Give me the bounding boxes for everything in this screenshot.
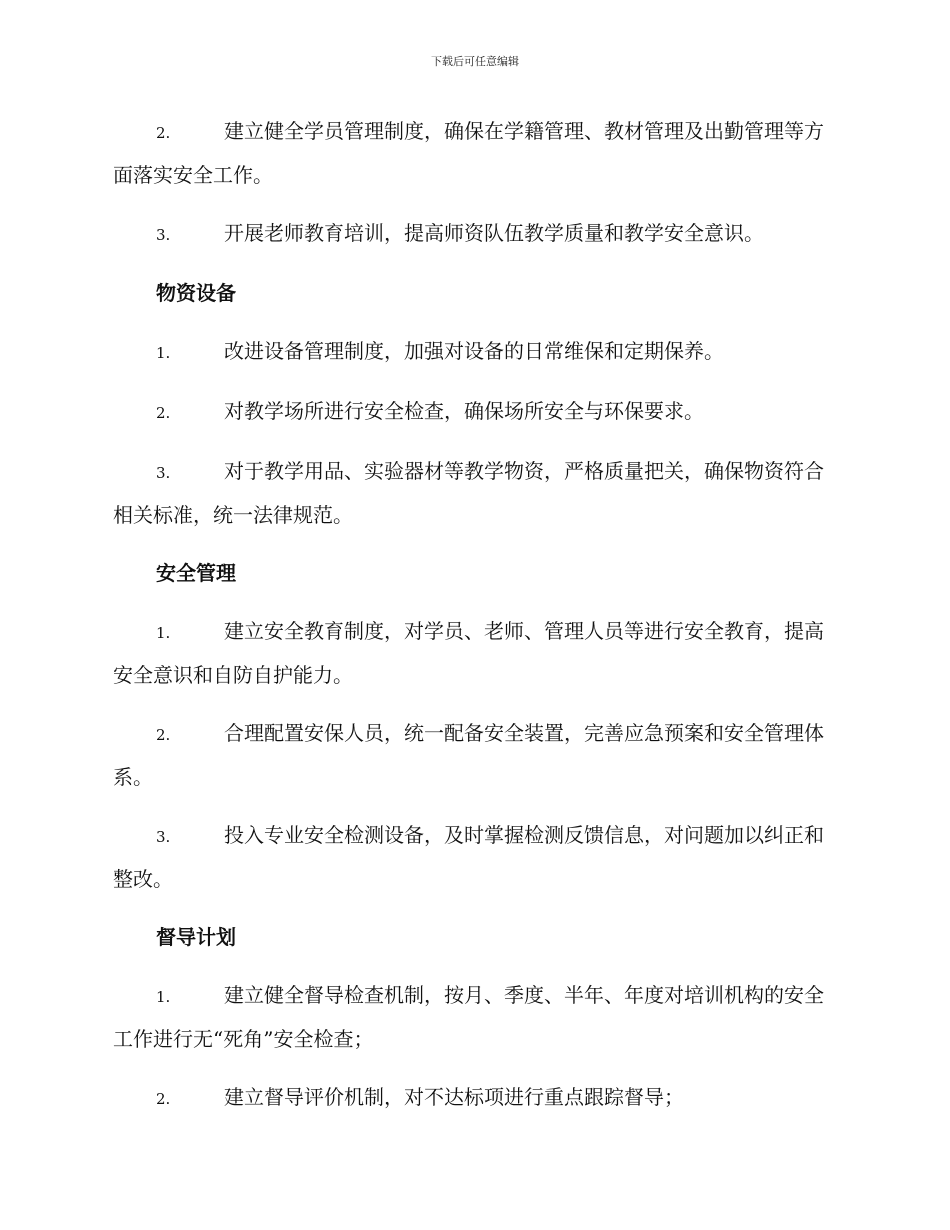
list-item (113, 712, 835, 798)
section-heading-supervision: 督导计划 (156, 925, 236, 949)
item-text: 建立督导评价机制，对不达标项进行重点跟踪督导； (224, 1085, 684, 1109)
list-item (113, 814, 835, 900)
item-number: 2. (156, 1090, 171, 1108)
section-heading-materials: 物资设备 (156, 281, 236, 305)
item-text: 开展老师教育培训，提高师资队伍教学质量和教学安全意识。 (224, 221, 764, 245)
list-item (113, 110, 835, 196)
item-number: 3. (156, 464, 171, 482)
item-text: 对教学场所进行安全检查，确保场所安全与环保要求。 (224, 399, 704, 423)
list-item (113, 212, 835, 256)
section-heading-safety: 安全管理 (156, 561, 236, 585)
list-item (113, 1076, 835, 1120)
item-number: 3. (156, 828, 171, 846)
list-item (113, 974, 835, 1060)
list-item (113, 450, 835, 536)
item-number: 1. (156, 624, 171, 642)
item-text: 建立安全教育制度，对学员、老师、管理人员等进行安全教育，提高安全意识和自防自护能力。 (113, 619, 824, 687)
item-text: 建立健全督导检查机制，按月、季度、半年、年度对培训机构的安全工作进行无“死角”安全检查； (113, 983, 824, 1051)
item-text: 合理配置安保人员，统一配备安全装置，完善应急预案和安全管理体系。 (113, 721, 824, 789)
item-number: 1. (156, 344, 171, 362)
item-number: 2. (156, 124, 171, 142)
page-header: 下载后可任意编辑 (431, 55, 519, 68)
item-text: 改进设备管理制度，加强对设备的日常维保和定期保养。 (224, 339, 724, 363)
item-number: 1. (156, 988, 171, 1006)
item-number: 2. (156, 404, 171, 422)
document-body (113, 110, 835, 1136)
list-item (113, 610, 835, 696)
item-text: 投入专业安全检测设备，及时掌握检测反馈信息，对问题加以纠正和整改。 (113, 823, 824, 891)
list-item (113, 330, 835, 374)
list-item (113, 390, 835, 434)
item-number: 3. (156, 226, 171, 244)
item-number: 2. (156, 726, 171, 744)
item-text: 对于教学用品、实验器材等教学物资，严格质量把关，确保物资符合相关标准，统一法律规范。 (113, 459, 824, 527)
item-text: 建立健全学员管理制度，确保在学籍管理、教材管理及出勤管理等方面落实安全工作。 (113, 119, 824, 187)
